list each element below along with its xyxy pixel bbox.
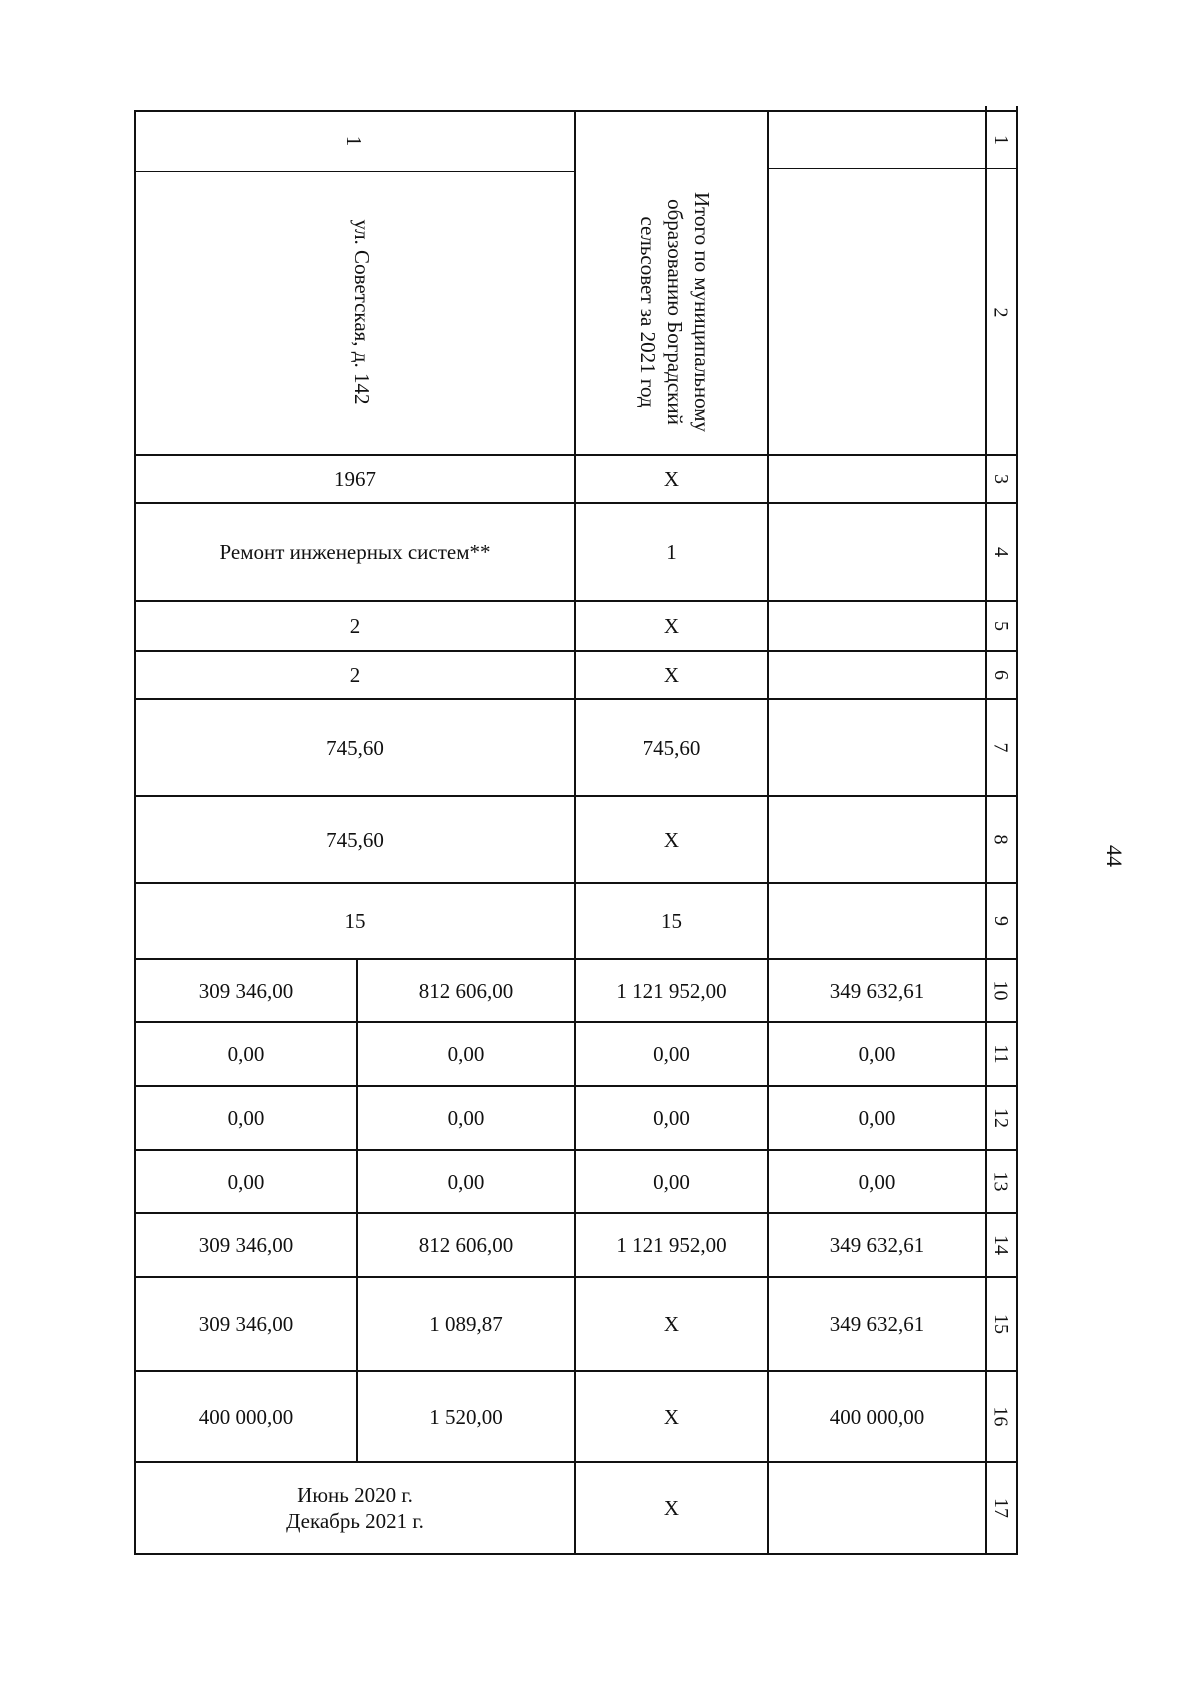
cell-amount: 349 632,61 <box>829 1312 925 1336</box>
total-header-line: сельсовет за 2021 год <box>636 216 660 408</box>
cell-amount: 0,00 <box>858 1169 896 1194</box>
cell-area: 745,60 <box>326 827 384 852</box>
total-header <box>625 167 715 457</box>
row-number: 10 <box>990 980 1012 1001</box>
cell-total: X <box>663 467 680 491</box>
cell-total: X <box>663 1404 680 1429</box>
row-number: 4 <box>990 547 1012 557</box>
cell-total: X <box>663 1496 680 1520</box>
cell-amount: 0,00 <box>858 1042 896 1066</box>
cell-amount: 309 346,00 <box>198 978 294 1003</box>
cell-amount: 0,00 <box>447 1042 485 1066</box>
header-column-number-text: 1 <box>342 135 366 147</box>
cell-amount: 309 346,00 <box>198 1233 294 1257</box>
cell-value: 2 <box>349 614 361 638</box>
row-number: 15 <box>990 1314 1012 1334</box>
total-header-line: образованию Боградский <box>663 199 687 425</box>
cell-amount: 400 000,00 <box>829 1404 925 1429</box>
cell-amount: 0,00 <box>227 1042 265 1066</box>
cell-residents: 15 <box>344 909 366 933</box>
row-number: 7 <box>990 742 1012 753</box>
cell-amount: 309 346,00 <box>198 1312 294 1336</box>
cell-total: 0,00 <box>653 1106 690 1130</box>
row-number: 16 <box>990 1406 1012 1427</box>
cell-total: 745,60 <box>642 735 701 760</box>
cell-amount: 1 089,87 <box>429 1312 503 1336</box>
cell-dates <box>135 1462 575 1554</box>
cell-total: X <box>663 1312 680 1336</box>
row-number: 3 <box>990 474 1012 484</box>
row-number: 14 <box>990 1235 1012 1255</box>
cell-total: 0,00 <box>653 1042 690 1066</box>
page-number: 44 <box>1102 845 1127 867</box>
cell-total: X <box>663 663 680 687</box>
cell-work-type: Ремонт инженерных систем** <box>219 540 491 564</box>
row-number: 1 <box>990 135 1012 145</box>
cell-amount: 812 606,00 <box>418 978 514 1003</box>
cell-year: 1967 <box>334 467 376 491</box>
cell-amount: 0,00 <box>447 1169 485 1194</box>
row-number: 12 <box>990 1108 1012 1128</box>
cell-amount: 0,00 <box>858 1106 896 1130</box>
cell-amount: 349 632,61 <box>829 1233 925 1257</box>
cell-amount: 349 632,61 <box>829 978 925 1003</box>
row-number: 8 <box>990 834 1012 845</box>
cell-amount: 400 000,00 <box>198 1404 294 1429</box>
cell-total: 1 121 952,00 <box>616 1233 727 1257</box>
cell-total: 1 121 952,00 <box>616 978 727 1003</box>
row-number: 11 <box>990 1044 1012 1064</box>
date-end: Декабрь 2021 г. <box>286 1509 424 1533</box>
cell-value: 2 <box>349 663 361 687</box>
address-header: ул. Советская, д. 142 <box>350 219 374 405</box>
cell-amount: 1 520,00 <box>429 1404 503 1429</box>
cell-total: X <box>663 614 680 638</box>
row-number: 13 <box>990 1171 1012 1192</box>
cell-total: 15 <box>661 909 682 933</box>
total-header-line: Итого по муниципальному <box>690 191 714 433</box>
row-number: 2 <box>990 307 1012 318</box>
date-start: Июнь 2020 г. <box>297 1483 413 1507</box>
cell-amount: 0,00 <box>447 1106 485 1130</box>
cell-total: 1 <box>666 540 677 564</box>
cell-area: 745,60 <box>326 735 384 760</box>
cell-total: X <box>663 827 680 852</box>
row-number: 17 <box>990 1498 1012 1518</box>
cell-amount: 0,00 <box>227 1169 265 1194</box>
row-number: 5 <box>990 621 1012 631</box>
row-number: 9 <box>990 916 1012 926</box>
cell-amount: 812 606,00 <box>418 1233 514 1257</box>
cell-amount: 0,00 <box>227 1106 265 1130</box>
cell-total: 0,00 <box>653 1169 690 1194</box>
row-number: 6 <box>990 670 1012 680</box>
